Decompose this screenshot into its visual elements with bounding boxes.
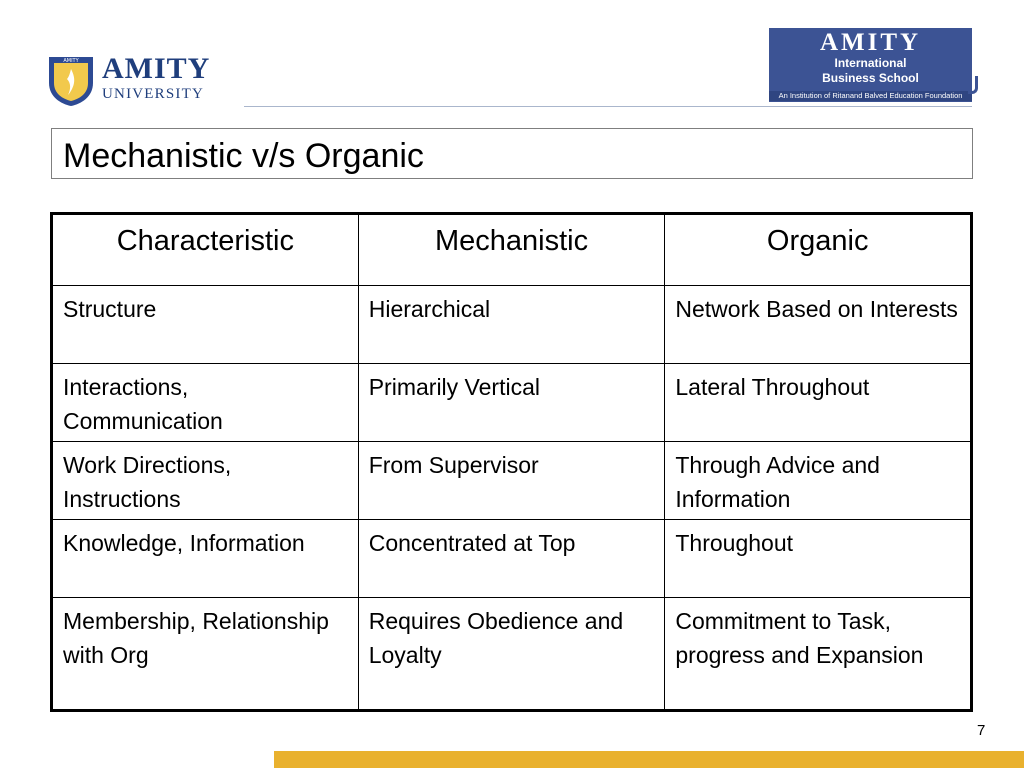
slide-title: Mechanistic v/s Organic (63, 137, 424, 175)
business-school-banner (769, 28, 972, 102)
comparison-table (50, 212, 973, 712)
table-cell: Structure (52, 286, 359, 364)
title-box (51, 128, 973, 179)
table-row (52, 286, 972, 364)
banner-decoration (968, 76, 978, 94)
table-row (52, 598, 972, 711)
table-row (52, 442, 972, 520)
table-cell: Lateral Throughout (665, 364, 972, 442)
table-row (52, 364, 972, 442)
footer-bar (274, 751, 1024, 768)
table-row (52, 520, 972, 598)
table-cell: Commitment to Task, progress and Expansion (665, 598, 972, 711)
table-cell: Hierarchical (358, 286, 665, 364)
header-characteristic: Characteristic (52, 214, 359, 286)
banner-line-2: Business School (822, 71, 919, 85)
header-divider (244, 106, 972, 107)
header-mechanistic: Mechanistic (358, 214, 665, 286)
table-header-row (52, 214, 972, 286)
banner-line-1: International (834, 56, 907, 70)
table-cell: Work Directions, Instructions (52, 442, 359, 520)
table-cell: Throughout (665, 520, 972, 598)
table-cell: Through Advice and Information (665, 442, 972, 520)
header-organic: Organic (665, 214, 972, 286)
svg-text:AMITY: AMITY (63, 58, 79, 64)
table-cell: Primarily Vertical (358, 364, 665, 442)
table-cell: Requires Obedience and Loyalty (358, 598, 665, 711)
table-cell: Knowledge, Information (52, 520, 359, 598)
amity-shield-icon (46, 53, 96, 107)
logo-name: AMITY (102, 52, 211, 85)
banner-footnote: An Institution of Ritanand Balved Education Foundation (769, 91, 972, 101)
table-cell: From Supervisor (358, 442, 665, 520)
logo-subtitle: UNIVERSITY (102, 86, 204, 102)
table-cell: Membership, Relationship with Org (52, 598, 359, 711)
table-cell: Network Based on Interests (665, 286, 972, 364)
banner-name: AMITY (819, 29, 922, 56)
table-cell: Interactions, Communication (52, 364, 359, 442)
amity-university-logo (46, 50, 236, 110)
page-number: 7 (977, 722, 986, 739)
table-cell: Concentrated at Top (358, 520, 665, 598)
